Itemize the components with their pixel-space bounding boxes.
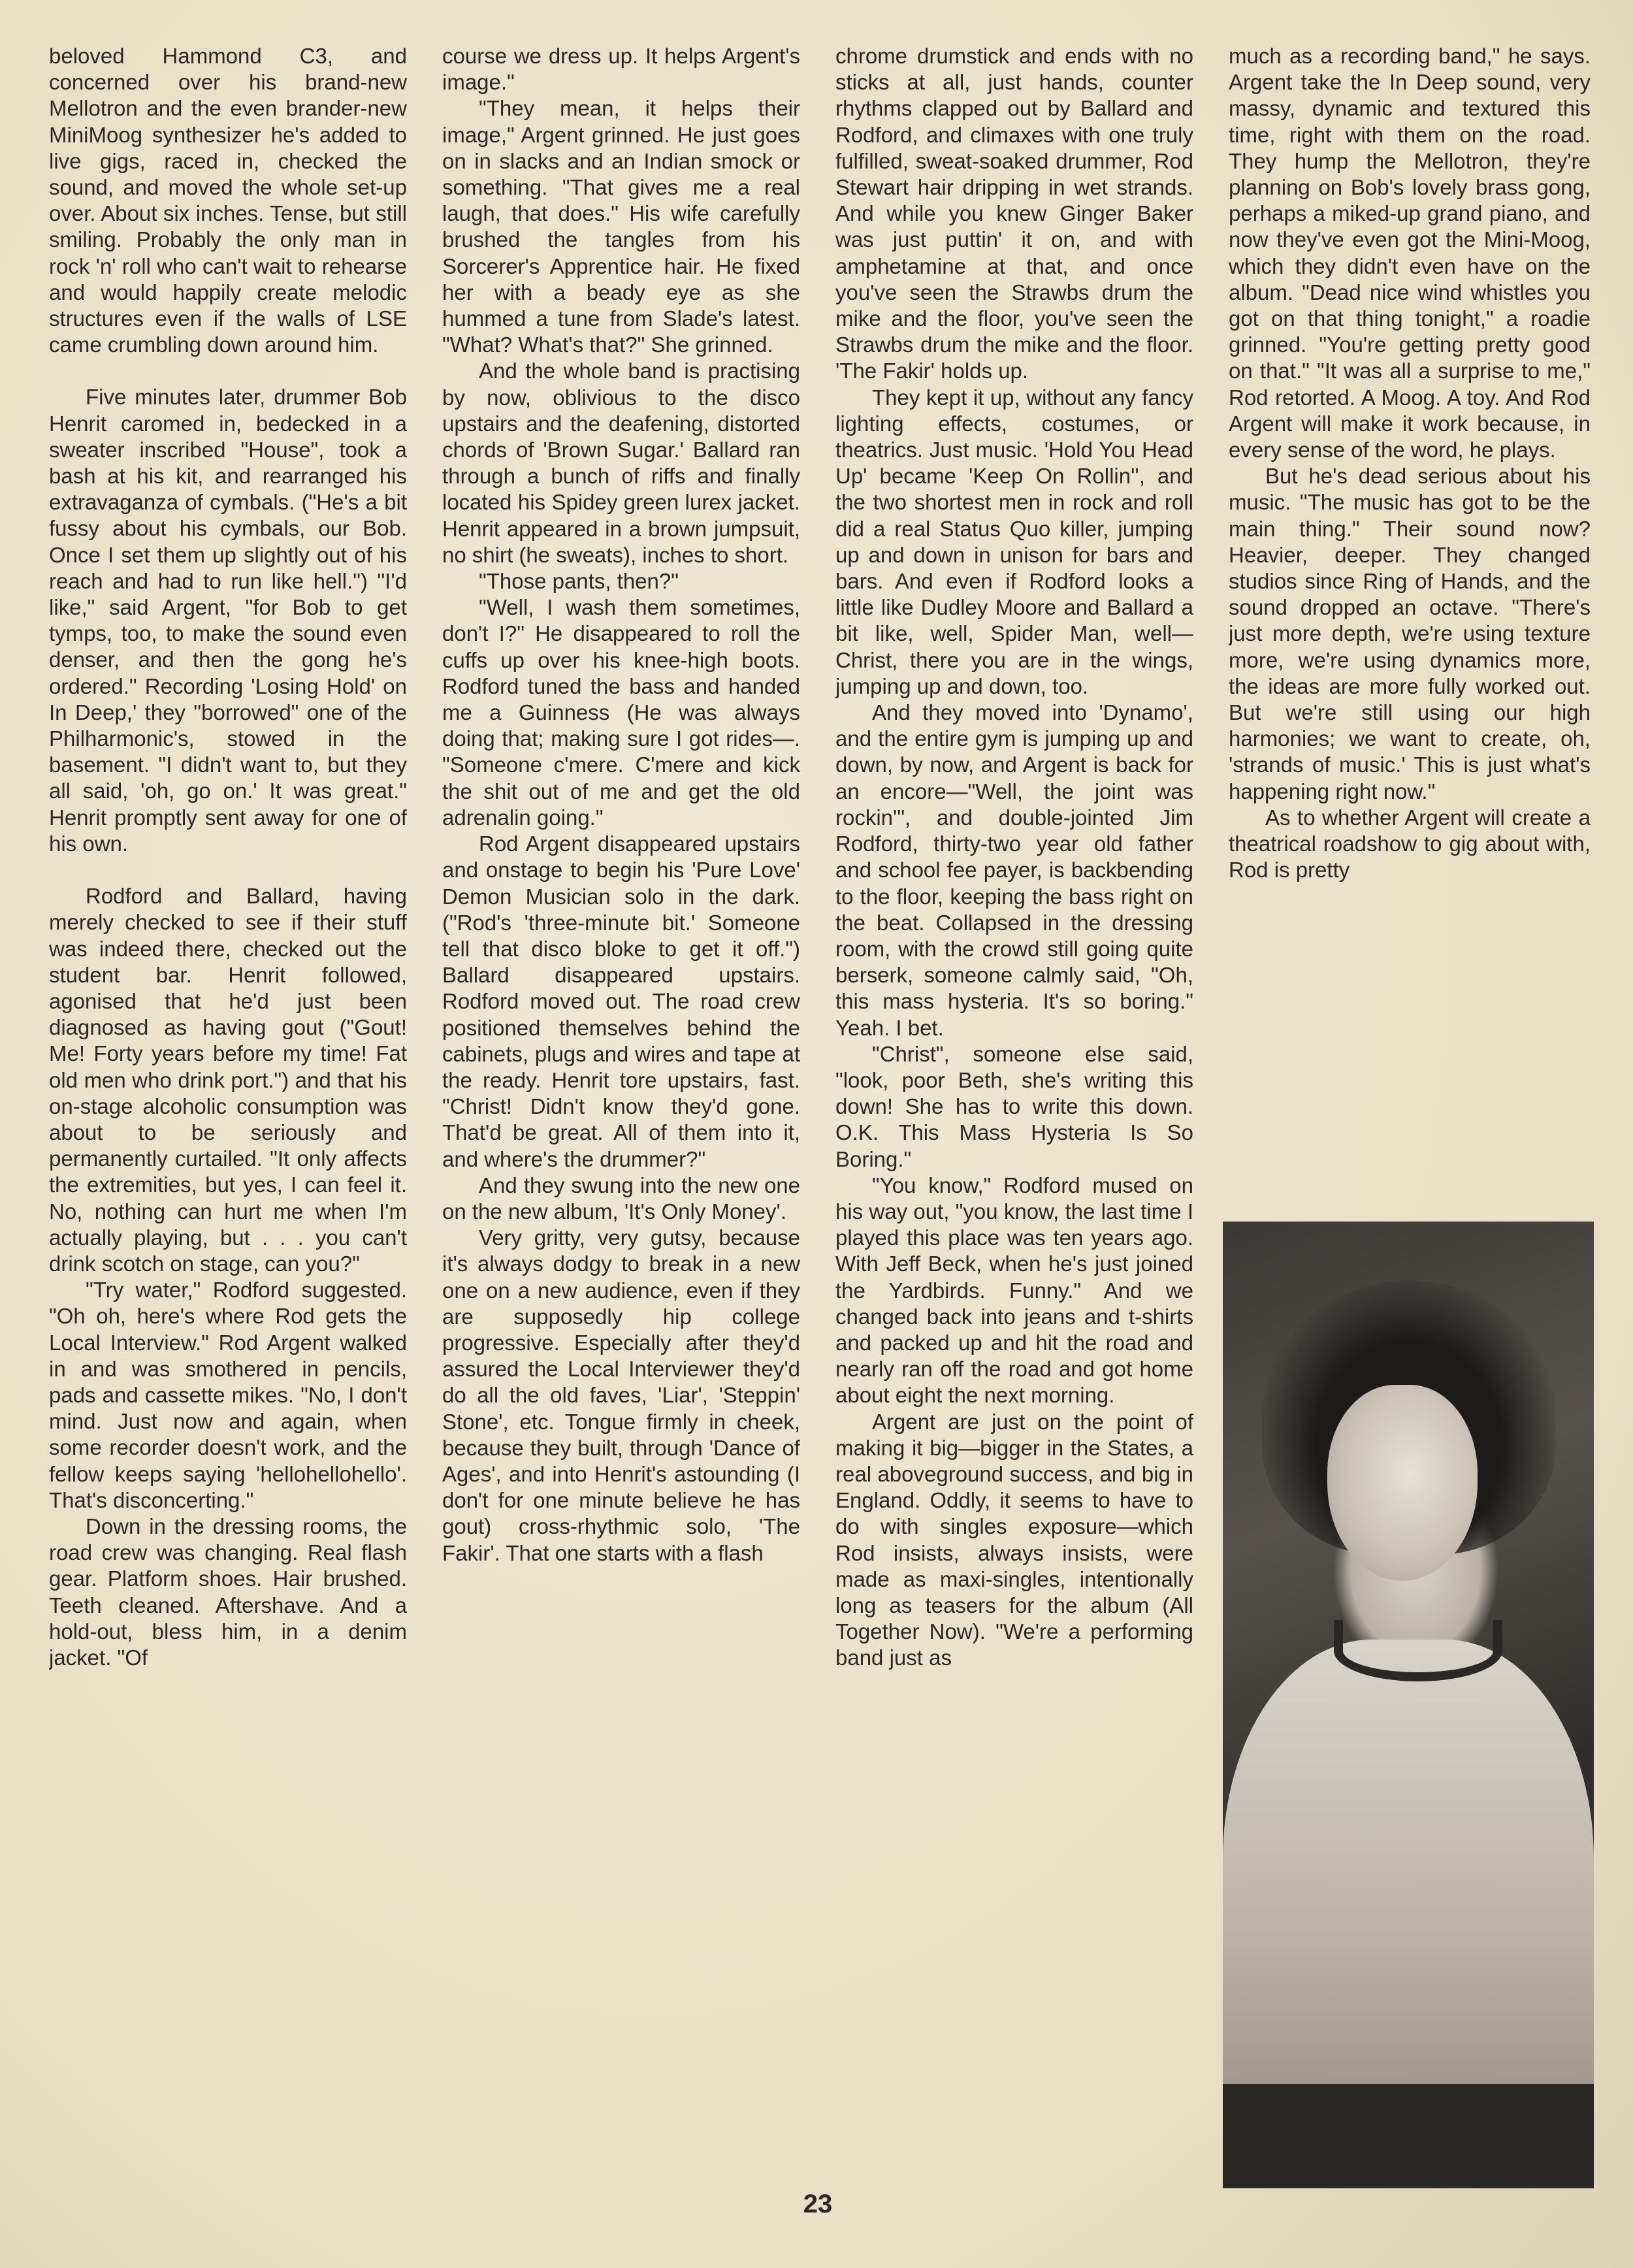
paragraph: As to whether Argent will create a theatrical roadshow to gig about with, Rod is pretty — [1229, 805, 1591, 883]
paragraph: And they swung into the new one on the new album, 'It's Only Money'. — [442, 1173, 800, 1223]
paragraph: And they moved into 'Dynamo', and the entire gym is jumping up and down, by now, and Argent is back for an encore—"Well, the joint was rockin'", and double-jointed Jim Rodford, thirty-two year old father and school fee payer, is backbending to the floor, keeping the bass right on the beat. Collapsed in the dressing room, with the crowd still going quite berserk, someone calmly said, "Oh, this mass hysteria. It's so boring." Yeah. I bet. — [835, 700, 1193, 1040]
paragraph: Down in the dressing rooms, the road crew was changing. Real flash gear. Platform shoes. Hair brushed. Teeth cleaned. Aftershave. And a hold-out, bless him, in a denim jacket. "Of — [49, 1514, 407, 1670]
paragraph: "You know," Rodford mused on his way out, "you know, the last time I played this place was ten years ago. With Jeff Beck, when he's just joined the Yardbirds. Funny." And we changed back into jeans and t-shirts and packed up and hit the road and nearly ran off the road and got home about eight the next morning. — [835, 1173, 1193, 1408]
paragraph: Five minutes later, drummer Bob Henrit caromed in, bedecked in a sweater inscribed "House", took a bash at his kit, and rearranged his extravaganza of cymbals. ("He's a bit fussy about his cymbals, our Bob. Once I set them up slightly out of his reach and had to run like hell.") "I'd like," said Argent, "for Bob to get tymps, too, to make the sound even denser, and then the gong he's ordered." Recording 'Losing Hold' on In Deep,' they "borrowed" one of the Philharmonic's, stowed in the basement. "I didn't want to, but they all said, 'oh, go on.' It was great." Henrit promptly sent away for one of his own. — [49, 385, 407, 856]
paragraph: Argent are just on the point of making it big—bigger in the States, a real aboveground success, and big in England. Oddly, it seems to have to do with singles exposure—which Rod insists, always insists, were made as maxi-singles, intentionally long as teasers for the album (All Together Now). "We're a performing band just as — [835, 1409, 1193, 1670]
text-column-4 — [1229, 43, 1591, 1212]
photo-collar — [1334, 1620, 1502, 1681]
paragraph: "Try water," Rodford suggested. "Oh oh, here's where Rod gets the Local Interview." Rod Argent walked in and was smothered in pencils, pads and cassette mikes. "No, I don't mind. Just now and again, when some recorder doesn't work, and the fellow keeps saying 'hellohellohello'. That's disconcerting." — [49, 1278, 407, 1512]
paragraph: And the whole band is practising by now, oblivious to the disco upstairs and the deafening, distorted chords of 'Brown Sugar.' Ballard ran through a bunch of riffs and finally located his Spidey green lurex jacket. Henrit appeared in a brown jumpsuit, no shirt (he sweats), inches to short. — [442, 359, 800, 567]
page-number: 23 — [803, 2190, 833, 2218]
paragraph: Rodford and Ballard, having merely checked to see if their stuff was indeed there, checked out the student bar. Henrit followed, agonised that he'd just been diagnosed as having gout ("Gout! Me! Forty years before my time! Fat old men who drink port.") and that his on-stage alcoholic consumption was about to be seriously and permanently curtailed. "It only affects the extremities, but yes, I can feel it. No, nothing can hurt me when I'm actually playing, but . . . you can't drink scotch on stage, can you?" — [49, 884, 407, 1276]
paragraph: Very gritty, very gutsy, because it's always dodgy to break in a new one on a new audience, even if they are supposedly hip college progressive. Especially after they'd assured the Local Interviewer they'd do all the old faves, 'Liar', 'Steppin' Stone', etc. Tongue firmly in cheek, because they built, through 'Dance of Ages', and into Henrit's astounding (I don't for one minute believe he has gout) cross-rhythmic solo, 'The Fakir'. That one starts with a flash — [442, 1225, 800, 1565]
photo-shadow — [1223, 2084, 1594, 2188]
text-column-1 — [49, 43, 407, 2140]
paragraph: But he's dead serious about his music. "The music has got to be the main thing." Their sound now? Heavier, deeper. They changed studios since Ring of Hands, and the sound dropped an octave. "There's just more depth, we're using texture more, we're using dynamics more, the ideas are more fully worked out. But we're still using our high harmonies; we want to create, oh, 'strands of music.' This is just what's happening right now." — [1229, 464, 1591, 803]
photo-face — [1327, 1385, 1478, 1581]
paragraph: "Those pants, then?" — [479, 569, 679, 594]
musician-photo — [1223, 1222, 1594, 2188]
text-column-3 — [835, 43, 1193, 2140]
text-column-2 — [442, 43, 800, 2140]
paragraph: "They mean, it helps their image," Argent grinned. He just goes on in slacks and an Indian smock or something. "That gives me a real laugh, that does." His wife carefully brushed the tangles from his Sorcerer's Apprentice hair. He fixed her with a beady eye as she hummed a tune from Slade's latest. "What? What's that?" She grinned. — [442, 96, 800, 357]
paragraph: beloved Hammond C3, and concerned over his brand-new Mellotron and the even brander-new MiniMoog synthesizer he's added to live gigs, raced in, checked the sound, and moved the whole set-up over. About six inches. Tense, but still smiling. Probably the only man in rock 'n' roll who can't wait to rehearse and would happily create melodic structures even if the walls of LSE came crumbling down around him. — [49, 44, 407, 357]
paragraph: Rod Argent disappeared upstairs and onstage to begin his 'Pure Love' Demon Musician solo in the dark. ("Rod's 'three-minute bit.' Someone tell that disco bloke to get it off.") Ballard disappeared upstairs. Rodford moved out. The road crew positioned themselves behind the cabinets, plugs and wires and tape at the ready. Henrit tore upstairs, fast. "Christ! Didn't know they'd gone. That'd be great. All of them into it, and where's the drummer?" — [442, 832, 800, 1171]
paragraph: much as a recording band," he says. Argent take the In Deep sound, very massy, dynamic and textured this time, right with them on the road. They hump the Mellotron, they're planning on Bob's lovely brass gong, perhaps a miked-up grand piano, and now they've even got the Mini-Moog, which they didn't even have on the album. "Dead nice wind whistles you got on that thing tonight," a roadie grinned. "You're getting pretty good on that." "It was all a surprise to me," Rod retorted. A Moog. A toy. And Rod Argent will make it work because, in every sense of the word, he plays. — [1229, 44, 1591, 462]
paragraph: chrome drumstick and ends with no sticks at all, just hands, counter rhythms clapped out by Ballard and Rodford, and climaxes with one truly fulfilled, sweat-soaked drummer, Rod Stewart hair dripping in wet strands. And while you knew Ginger Baker was just puttin' it on, and with amphetamine at that, and once you've seen the Strawbs drum the mike and the floor, you've seen the Strawbs drum the mike and the floor. 'The Fakir' holds up. — [835, 44, 1193, 383]
paragraph: course we dress up. It helps Argent's image." — [442, 44, 800, 95]
paragraph: They kept it up, without any fancy lighting effects, costumes, or theatrics. Just music. 'Hold You Head Up' became 'Keep On Rollin'', and the two shortest men in rock and roll did a real Status Quo killer, jumping up and down in unison for bars and bars. And even if Rodford looks a little like Dudley Moore and Ballard a bit like, well, Spider Man, well—Christ, there you are in the wings, jumping up and down, too. — [835, 385, 1193, 698]
paragraph: "Well, I wash them sometimes, don't I?" He disappeared to roll the cuffs up over his knee-high boots. Rodford tuned the bass and handed me a Guinness (He was always doing that; making sure I got rides—. "Someone c'mere. C'mere and kick the shit out of me and get the old adrenalin going." — [442, 595, 800, 830]
paragraph: "Christ", someone else said, "look, poor Beth, she's writing this down! She has to write this down. O.K. This Mass Hysteria Is So Boring." — [835, 1041, 1193, 1171]
